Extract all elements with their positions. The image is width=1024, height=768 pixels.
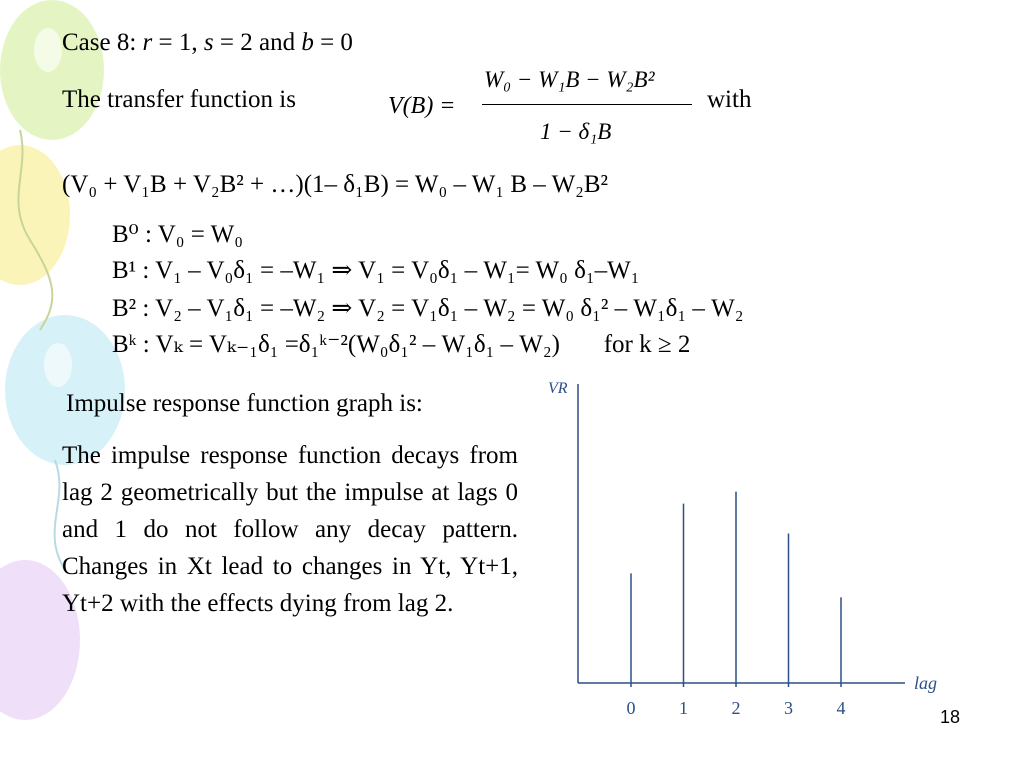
x-tick-label-1: 1	[679, 698, 688, 718]
formula-numerator: W₀ − W₁B − W₂B²	[484, 67, 655, 92]
x-tick-label-2: 2	[731, 698, 741, 718]
explanation-paragraph: The impulse response function decays from lag 2 geometrically but the impulse at lags 0 and 1 do not follow any decay pattern. Changes in Xt lead to changes in Yt, Yt+1, Yt+2 with the effects dying from lag 2.	[62, 442, 518, 617]
y-axis-label: VR	[548, 380, 568, 397]
formula-lhs: V(B) =	[388, 93, 456, 119]
x-tick-label-0: 0	[626, 698, 636, 718]
formula-denominator: 1 − δ₁B	[540, 119, 612, 144]
page-number: 18	[940, 707, 961, 727]
impulse-response-chart	[540, 372, 960, 722]
balloon-highlight-shape	[44, 343, 72, 387]
expansion-equation: (V₀ + V₁B + V₂B² + …)(1– δ₁B) = W₀ – W₁ B – W₂B²	[62, 171, 609, 198]
r-value: = 1,	[152, 29, 204, 56]
b-value: = 0	[313, 29, 353, 56]
transfer-with: with	[707, 86, 752, 113]
equation-b1: B¹ : V₁ – V₀δ₁ = –W₁ ⇒ V₁ = V₀δ₁ – W₁= W₀ δ₁–W₁	[112, 257, 640, 284]
s-variable: s	[203, 29, 214, 56]
b-variable: b	[301, 29, 314, 56]
balloon-yellow-shape	[0, 145, 70, 285]
balloon-highlight-shape	[34, 28, 62, 72]
fraction-bar	[482, 104, 692, 105]
equation-bk: Bᵏ : Vₖ = Vₖ₋₁δ₁ =δ₁ᵏ⁻²(W₀δ₁² – W₁δ₁ – W₂) for k ≥ 2	[112, 331, 691, 358]
x-axis-label: lag	[914, 673, 938, 693]
impulse-heading: Impulse response function graph is:	[66, 390, 423, 417]
r-variable: r	[142, 29, 153, 56]
x-tick-labels	[627, 698, 846, 718]
transfer-intro: The transfer function is	[62, 86, 296, 113]
x-tick-label-4: 4	[836, 698, 846, 718]
s-value: = 2 and	[213, 29, 302, 56]
impulse-lines	[631, 492, 841, 687]
case-prefix: Case 8:	[62, 29, 143, 56]
equation-b0: B⁰ : V₀ = W₀	[112, 221, 243, 248]
equation-b2: B² : V₂ – V₁δ₁ = –W₂ ⇒ V₂ = V₁δ₁ – W₂ = W₀ δ₁² – W₁δ₁ – W₂	[112, 295, 744, 322]
case-heading	[62, 29, 353, 57]
x-tick-label-3: 3	[784, 698, 793, 718]
